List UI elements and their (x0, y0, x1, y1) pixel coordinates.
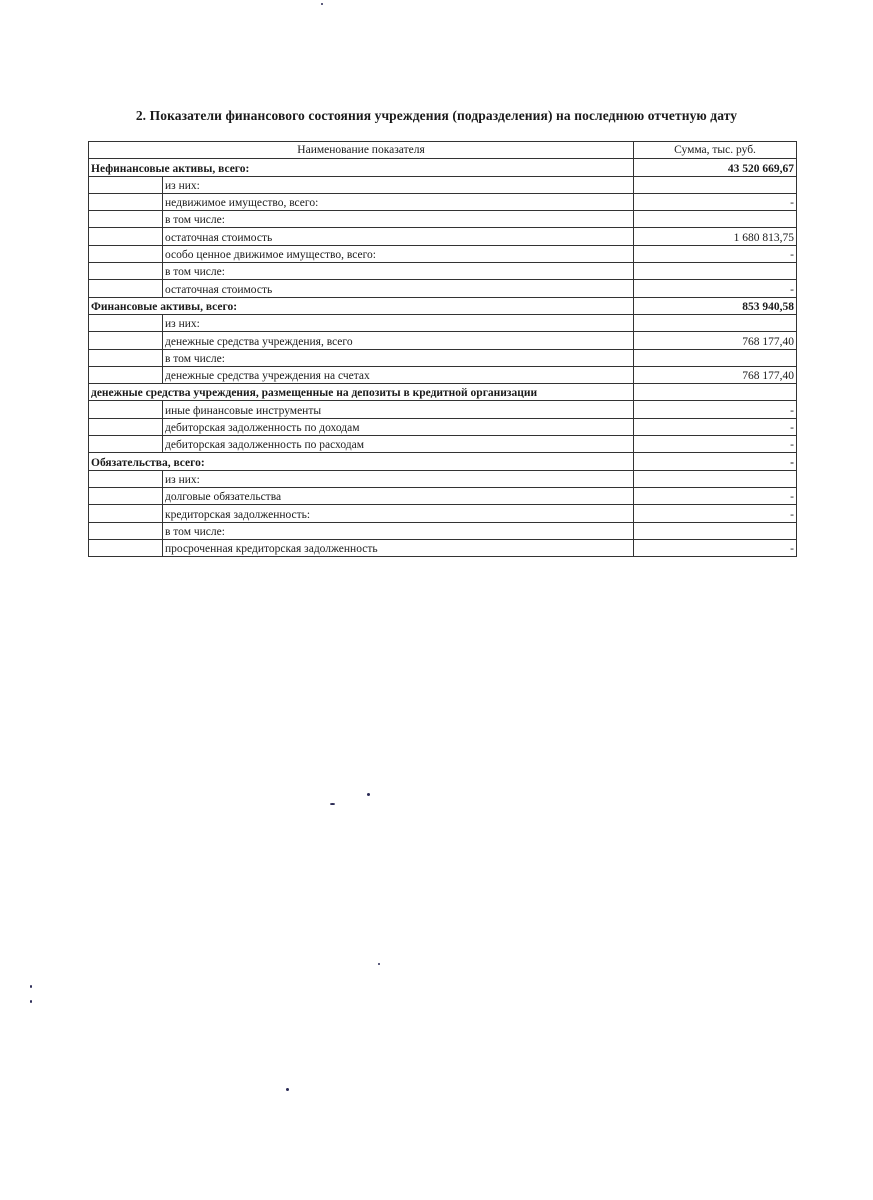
table-row (89, 366, 797, 383)
indicator-name-cell: дебиторская задолженность по доходам (163, 418, 634, 435)
page-title: 2. Показатели финансового состояния учреждения (подразделения) на последнюю отчетную дату (135, 108, 738, 123)
amount-cell: 43 520 669,67 (634, 159, 797, 176)
table-row (89, 159, 797, 176)
blank-cell (89, 314, 163, 331)
table-row (89, 280, 797, 297)
scan-speck (30, 1000, 32, 1003)
table-row (89, 297, 797, 314)
table-row (89, 245, 797, 262)
indicator-name-cell: Обязательства, всего: (89, 453, 634, 470)
table-row (89, 436, 797, 453)
table-row (89, 263, 797, 280)
amount-cell (634, 263, 797, 280)
blank-cell (89, 505, 163, 522)
amount-cell: 768 177,40 (634, 332, 797, 349)
amount-cell: 768 177,40 (634, 366, 797, 383)
table-row (89, 470, 797, 487)
blank-cell (89, 193, 163, 210)
blank-cell (89, 280, 163, 297)
amount-cell: - (634, 539, 797, 556)
blank-cell (89, 522, 163, 539)
blank-cell (89, 487, 163, 504)
blank-cell (89, 366, 163, 383)
indicator-name-cell: денежные средства учреждения, всего (163, 332, 634, 349)
indicator-name-cell: из них: (163, 470, 634, 487)
blank-cell (89, 332, 163, 349)
scan-speck (30, 985, 32, 988)
table-row (89, 349, 797, 366)
amount-cell: - (634, 418, 797, 435)
blank-cell (89, 539, 163, 556)
header-amount-column: Сумма, тыс. руб. (634, 142, 797, 159)
blank-cell (89, 401, 163, 418)
blank-cell (89, 211, 163, 228)
blank-cell (89, 245, 163, 262)
indicator-name-cell: в том числе: (163, 263, 634, 280)
indicator-name-cell: иные финансовые инструменты (163, 401, 634, 418)
amount-cell (634, 176, 797, 193)
blank-cell (89, 349, 163, 366)
amount-cell (634, 470, 797, 487)
amount-cell: - (634, 401, 797, 418)
scan-speck (321, 3, 323, 5)
table-row (89, 211, 797, 228)
table-body (89, 159, 797, 557)
scan-speck (286, 1088, 289, 1091)
blank-cell (89, 263, 163, 280)
amount-cell: - (634, 453, 797, 470)
table-row (89, 332, 797, 349)
table-row (89, 193, 797, 210)
table-row (89, 487, 797, 504)
scan-speck (367, 793, 370, 796)
blank-cell (89, 418, 163, 435)
table-row (89, 176, 797, 193)
indicator-name-cell: денежные средства учреждения на счетах (163, 366, 634, 383)
amount-cell: - (634, 280, 797, 297)
indicator-name-cell: в том числе: (163, 349, 634, 366)
indicator-name-cell: из них: (163, 314, 634, 331)
table-row (89, 522, 797, 539)
amount-cell: - (634, 436, 797, 453)
table-row (89, 453, 797, 470)
table-row (89, 539, 797, 556)
table-row (89, 401, 797, 418)
amount-cell (634, 349, 797, 366)
blank-cell (89, 436, 163, 453)
amount-cell: - (634, 245, 797, 262)
amount-cell: - (634, 193, 797, 210)
indicator-name-cell: в том числе: (163, 522, 634, 539)
amount-cell: 853 940,58 (634, 297, 797, 314)
indicator-name-cell: из них: (163, 176, 634, 193)
scan-speck (378, 963, 380, 965)
indicator-name-cell: Финансовые активы, всего: (89, 297, 634, 314)
indicator-name-cell: в том числе: (163, 211, 634, 228)
table-header-row (89, 142, 797, 159)
indicator-name-cell: денежные средства учреждения, размещенные на депозиты в кредитной организации (89, 384, 634, 401)
table-row (89, 314, 797, 331)
scan-speck (330, 803, 335, 805)
blank-cell (89, 176, 163, 193)
amount-cell: 1 680 813,75 (634, 228, 797, 245)
amount-cell (634, 211, 797, 228)
amount-cell: - (634, 505, 797, 522)
indicator-name-cell: кредиторская задолженность: (163, 505, 634, 522)
header-name-column: Наименование показателя (89, 142, 634, 159)
blank-cell (89, 228, 163, 245)
amount-cell (634, 384, 797, 401)
amount-cell: - (634, 487, 797, 504)
amount-cell (634, 522, 797, 539)
table-row (89, 228, 797, 245)
indicator-name-cell: Нефинансовые активы, всего: (89, 159, 634, 176)
indicator-name-cell: остаточная стоимость (163, 280, 634, 297)
blank-cell (89, 470, 163, 487)
table-row (89, 505, 797, 522)
financial-indicators-table (88, 141, 797, 557)
indicator-name-cell: остаточная стоимость (163, 228, 634, 245)
indicator-name-cell: недвижимое имущество, всего: (163, 193, 634, 210)
indicator-name-cell: особо ценное движимое имущество, всего: (163, 245, 634, 262)
indicator-name-cell: просроченная кредиторская задолженность (163, 539, 634, 556)
table-row (89, 384, 797, 401)
table-row (89, 418, 797, 435)
indicator-name-cell: долговые обязательства (163, 487, 634, 504)
indicator-name-cell: дебиторская задолженность по расходам (163, 436, 634, 453)
amount-cell (634, 314, 797, 331)
